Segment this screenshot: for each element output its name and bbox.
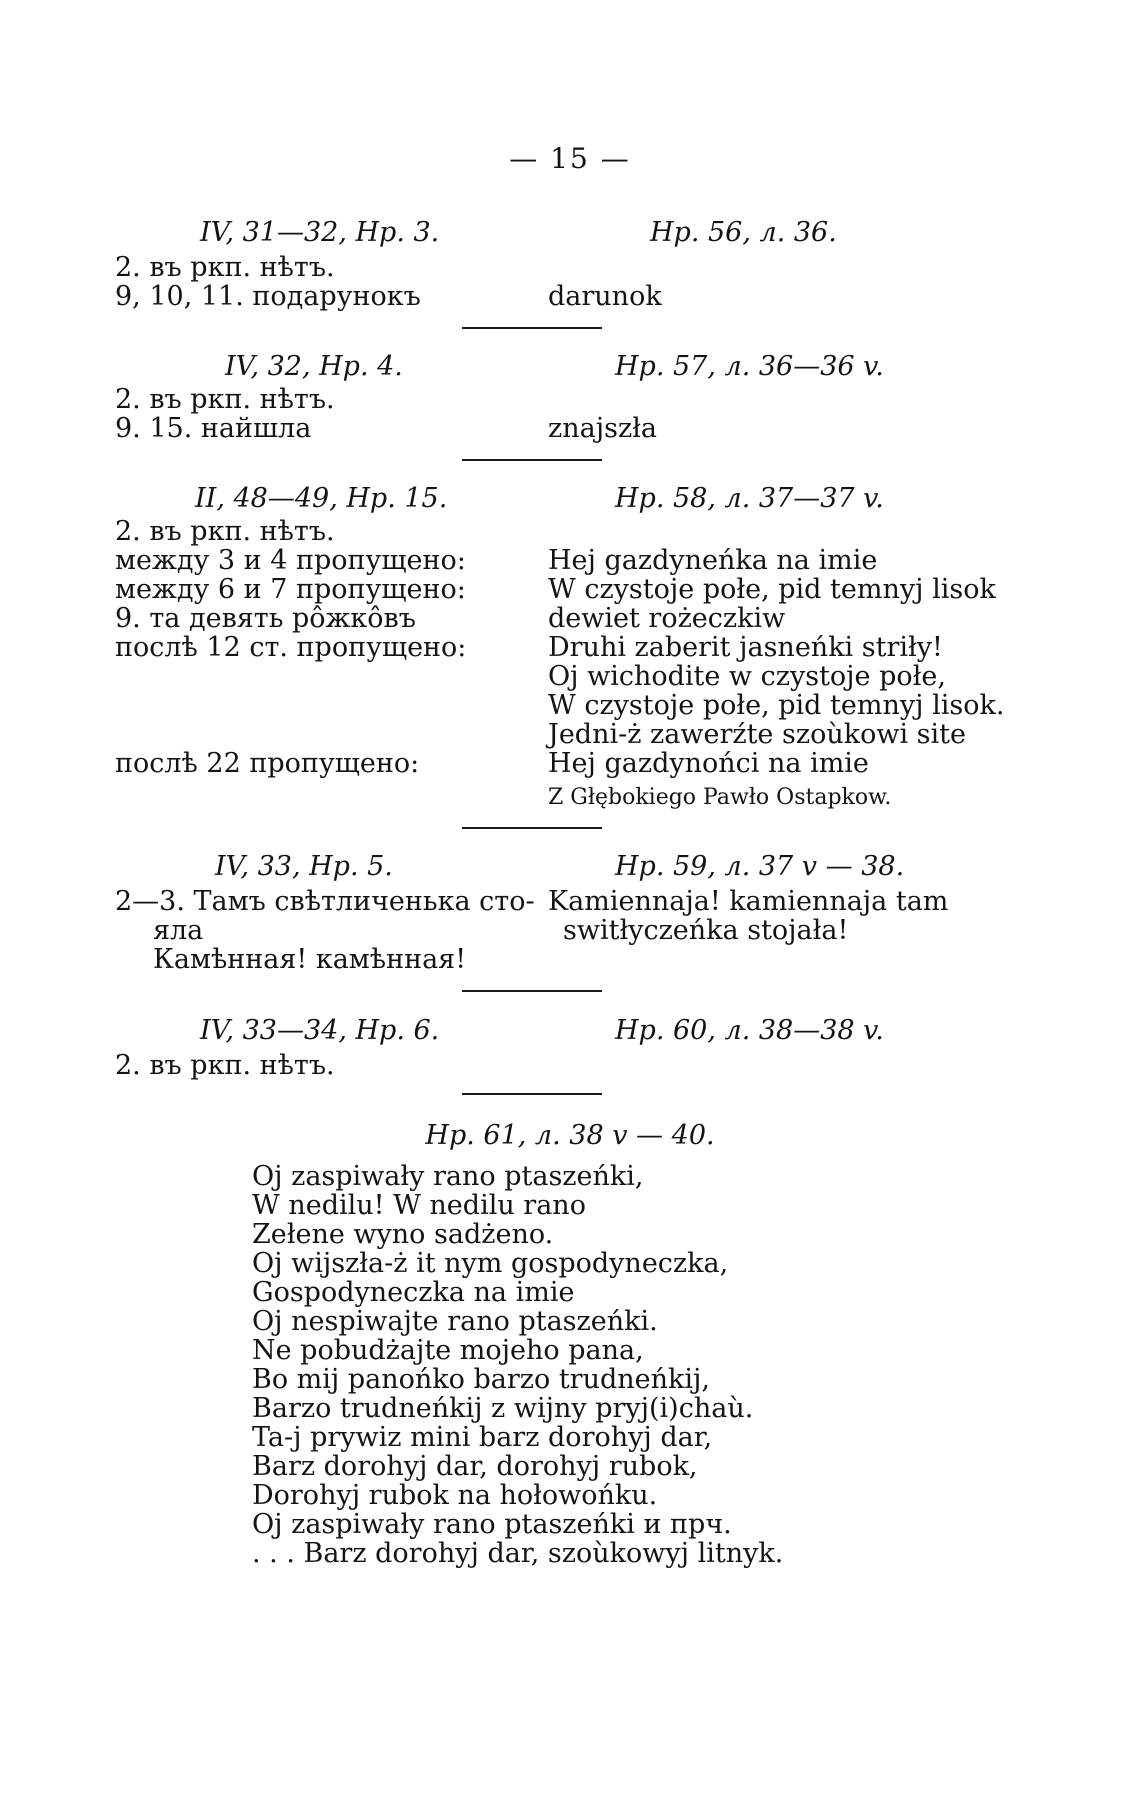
- song-line: . . . Barz dorohyj dar, szoùkowyj litnyk.: [252, 1538, 784, 1569]
- variant-line: switłyczeńka stojała!: [563, 915, 849, 946]
- variant-line: Камѣнная! камѣнная!: [153, 944, 467, 975]
- variant-line: послѣ 12 ст. пропущено:: [115, 632, 467, 663]
- informant-signature: Z Głębokiego Pawło Ostapkow.: [548, 785, 892, 810]
- section-divider: [462, 327, 602, 329]
- variant-line: Jedni-ż zawerźte szoùkowi site: [548, 719, 966, 750]
- song-line: Zełene wyno sadżeno.: [252, 1219, 554, 1250]
- variant-line: W czystoje połe, pid temnyj lisok.: [548, 690, 1005, 721]
- variant-heading-left: IV, 31—32, Нр. 3.: [200, 217, 440, 248]
- variant-heading-right: Нр. 57, л. 36—36 v.: [615, 351, 884, 382]
- song-text: [252, 1162, 783, 1568]
- song-heading: Нр. 61, л. 38 v — 40.: [425, 1120, 715, 1151]
- song-line: Dorohyj rubok na hołowońku.: [252, 1480, 658, 1511]
- variant-line: 9. та девять рôжкôвъ: [115, 603, 416, 634]
- variant-heading-right: Нр. 58, л. 37—37 v.: [615, 483, 884, 514]
- variant-heading-left: II, 48—49, Нр. 15.: [195, 483, 448, 514]
- variant-line: dewiet rożeczkiw: [548, 603, 786, 634]
- variant-line: яла: [153, 915, 204, 946]
- variant-line: W czystoje połe, pid temnyj lisok: [548, 574, 996, 605]
- variant-line: 2—3. Тамъ свѣтличенька сто-: [115, 886, 535, 917]
- variant-line: Kamiennaja! kamiennaja tam: [548, 886, 949, 917]
- variant-line: Oj wichodite w czystoje połe,: [548, 661, 946, 692]
- song-line: Barzo trudneńkij z wijny pryj(i)chaù.: [252, 1393, 754, 1424]
- variant-line: 2. въ ркп. нѣтъ.: [115, 516, 335, 547]
- song-line: Barz dorohyj dar, dorohyj rubok,: [252, 1451, 698, 1482]
- variant-line: 2. въ ркп. нѣтъ.: [115, 1050, 335, 1081]
- variant-heading-left: IV, 33—34, Нр. 6.: [200, 1015, 440, 1046]
- variant-heading-right: Hp. 56, л. 36.: [650, 217, 837, 248]
- variant-heading-left: IV, 32, Нр. 4.: [225, 351, 403, 382]
- variant-line: между 6 и 7 пропущено:: [115, 574, 466, 605]
- song-line: Oj zaspiwały rano ptaszeńki и прч.: [252, 1509, 732, 1540]
- variant-heading-left: IV, 33, Нр. 5.: [215, 851, 393, 882]
- song-line: W nedilu! W nedilu rano: [252, 1190, 586, 1221]
- variant-heading-right: Нр. 60, л. 38—38 v.: [615, 1015, 884, 1046]
- section-divider: [462, 459, 602, 461]
- variant-line: 2. въ ркп. нѣтъ.: [115, 252, 335, 283]
- variant-line: Hej gazdynońci na imie: [548, 748, 869, 779]
- page-number: — 15 —: [509, 142, 631, 175]
- song-line: Oj wijszła-ż it nym gospodyneczka,: [252, 1248, 729, 1279]
- song-line: Gospodyneczka na imie: [252, 1277, 575, 1308]
- song-line: Oj nespiwajte rano ptaszeńki.: [252, 1306, 658, 1337]
- song-line: Bo mij panońko barzo trudneńkij,: [252, 1364, 710, 1395]
- variant-line: 2. въ ркп. нѣтъ.: [115, 384, 335, 415]
- variant-line: 9, 10, 11. подарунокъ: [115, 281, 421, 312]
- song-line: Ne pobudżajte mojeho pana,: [252, 1335, 644, 1366]
- section-divider: [462, 1093, 602, 1095]
- variant-line: znajszła: [548, 413, 658, 444]
- variant-line: Hej gazdyneńka na imie: [548, 545, 878, 576]
- variant-heading-right: Нр. 59, л. 37 v — 38.: [615, 851, 905, 882]
- song-line: Oj zaspiwały rano ptaszeńki,: [252, 1161, 644, 1192]
- variant-line: 9. 15. найшла: [115, 413, 312, 444]
- variant-line: Druhi zaberit jasneńki striły!: [548, 632, 943, 663]
- variant-line: послѣ 22 пропущено:: [115, 748, 420, 779]
- section-divider: [462, 827, 602, 829]
- variant-line: darunok: [548, 281, 662, 312]
- variant-line: между 3 и 4 пропущено:: [115, 545, 466, 576]
- section-divider: [462, 990, 602, 992]
- song-line: Ta-j prywiz mini barz dorohyj dar,: [252, 1422, 713, 1453]
